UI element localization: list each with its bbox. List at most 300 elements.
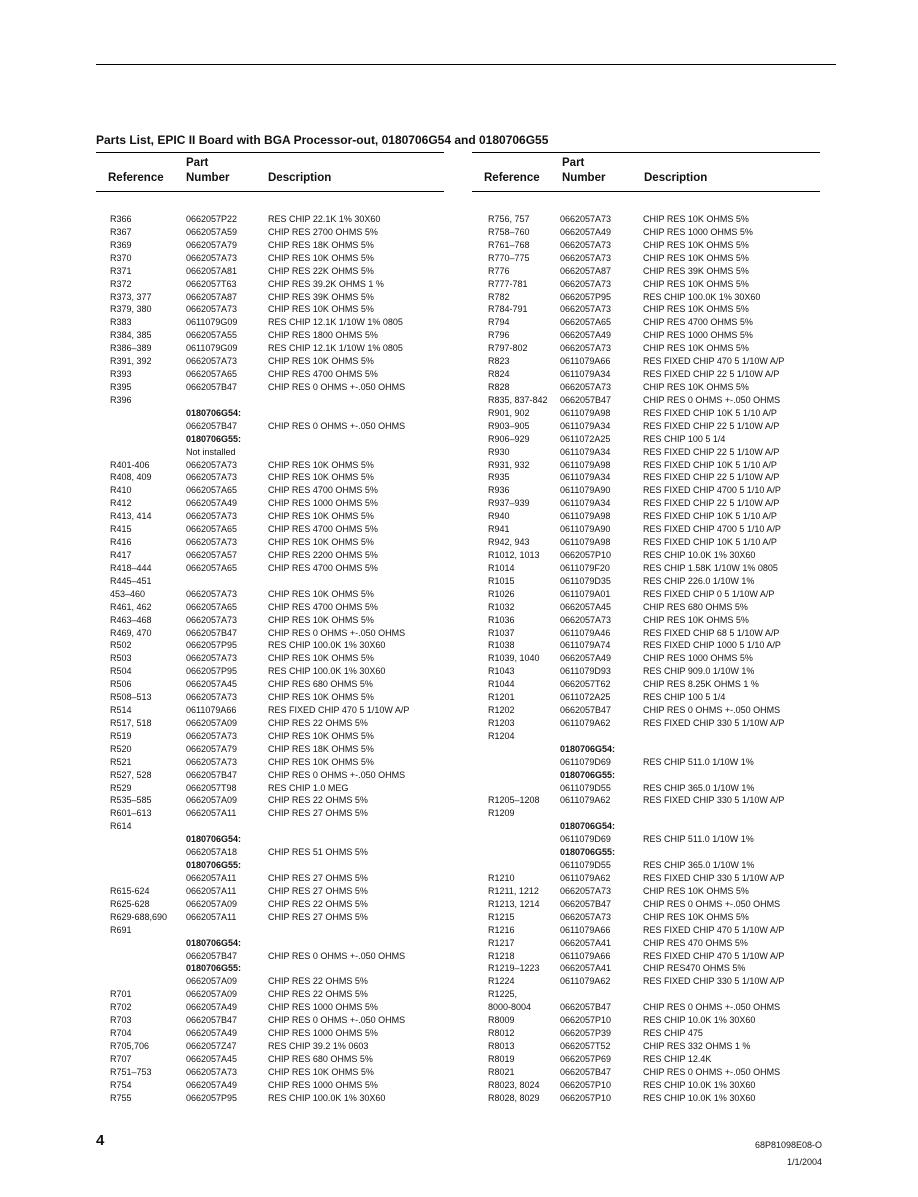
description-cell: RES CHIP 12.1K 1/10W 1% 0805 xyxy=(268,317,403,328)
reference-cell: R770–775 xyxy=(488,252,530,263)
reference-cell: R1032 xyxy=(488,601,515,612)
reference-cell: R704 xyxy=(110,1028,132,1039)
part-number-cell: 0611079A46 xyxy=(560,627,611,638)
table-row xyxy=(96,213,446,226)
reference-cell: R413, 414 xyxy=(110,511,152,522)
description-cell: CHIP RES 10K OHMS 5% xyxy=(268,730,374,741)
number-header: Number xyxy=(562,172,606,184)
table-row xyxy=(96,1066,446,1079)
description-cell: CHIP RES 0 OHMS +-.050 OHMS xyxy=(643,898,781,909)
description-cell: RES CHIP 12.1K 1/10W 1% 0805 xyxy=(268,343,403,354)
part-number-cell: 0662057A49 xyxy=(560,226,612,237)
description-cell: CHIP RES 680 OHMS 5% xyxy=(268,1053,373,1064)
part-number-cell: 0662057A11 xyxy=(186,808,237,819)
description-cell: RES FIXED CHIP 330 5 1/10W A/P xyxy=(643,795,785,806)
part-number-cell: 0662057A73 xyxy=(186,472,238,483)
reference-cell: R1044 xyxy=(488,679,515,690)
right-table-header xyxy=(472,152,820,192)
reference-cell: R1209 xyxy=(488,808,515,819)
description-cell: RES CHIP 100.0K 1% 30X60 xyxy=(268,666,386,677)
part-number-cell: 0662057A73 xyxy=(186,511,238,522)
reference-cell: R383 xyxy=(110,317,132,328)
table-row xyxy=(96,316,446,329)
table-row xyxy=(96,420,446,433)
description-cell: CHIP RES 1000 OHMS 5% xyxy=(268,1079,378,1090)
description-cell: RES CHIP 511.0 1/10W 1% xyxy=(643,834,754,845)
table-row xyxy=(470,510,830,523)
description-cell: CHIP RES 0 OHMS +-.050 OHMS xyxy=(268,950,406,961)
reference-cell: R408, 409 xyxy=(110,472,152,483)
description-cell: RES CHIP 100 5 1/4 xyxy=(643,692,726,703)
reference-cell: R366 xyxy=(110,214,132,224)
table-row xyxy=(96,911,446,924)
reference-cell: R1037 xyxy=(488,627,515,638)
reference-cell: R755 xyxy=(110,1092,132,1103)
part-number-cell: 0611079A34 xyxy=(560,446,611,457)
table-row xyxy=(96,381,446,394)
description-cell: RES CHIP 10.0K 1% 30X60 xyxy=(643,1015,756,1026)
reference-cell: R8023, 8024 xyxy=(488,1079,540,1090)
reference-header: Reference xyxy=(108,172,164,184)
table-row xyxy=(96,239,446,252)
part-number-cell: 0662057A65 xyxy=(186,485,238,496)
table-row xyxy=(470,1001,830,1014)
description-cell: CHIP RES 1000 OHMS 5% xyxy=(268,1002,378,1013)
part-number-cell: 0662057A65 xyxy=(560,317,612,328)
table-row xyxy=(96,678,446,691)
table-row xyxy=(470,420,830,433)
description-cell: CHIP RES 1000 OHMS 5% xyxy=(268,1028,378,1039)
reference-cell: R1210 xyxy=(488,873,515,884)
reference-cell: R508–513 xyxy=(110,692,152,703)
description-cell: RES FIXED CHIP 470 5 1/10W A/P xyxy=(643,950,785,961)
part-number-cell: 0611079A62 xyxy=(560,873,611,884)
part-number-cell: 0662057P95 xyxy=(186,1092,238,1103)
part-number-cell: 0662057P39 xyxy=(560,1028,612,1039)
description-cell: CHIP RES 10K OHMS 5% xyxy=(268,653,374,664)
description-cell: CHIP RES 0 OHMS +-.050 OHMS xyxy=(643,1066,781,1077)
reference-cell: R521 xyxy=(110,756,132,767)
reference-cell: R529 xyxy=(110,782,132,793)
table-row xyxy=(470,549,830,562)
table-row xyxy=(96,769,446,782)
table-row xyxy=(96,665,446,678)
part-number-cell: 0180706G54: xyxy=(186,407,242,418)
reference-cell: R396 xyxy=(110,394,132,405)
reference-cell: R1225, xyxy=(488,989,518,1000)
description-cell: CHIP RES 2700 OHMS 5% xyxy=(268,226,378,237)
part-number-cell: 0662057Z47 xyxy=(186,1041,237,1051)
description-cell: RES FIXED CHIP 1000 5 1/10 A/P xyxy=(643,640,781,651)
reference-cell: R1217 xyxy=(488,937,515,948)
description-cell: CHIP RES 0 OHMS +-.050 OHMS xyxy=(643,705,781,716)
table-row xyxy=(470,278,830,291)
table-row xyxy=(470,988,830,1001)
description-cell: RES CHIP 1.58K 1/10W 1% 0805 xyxy=(643,562,778,573)
reference-cell: R1043 xyxy=(488,666,515,677)
table-row xyxy=(470,756,830,769)
reference-cell: R903–905 xyxy=(488,420,530,431)
part-number-cell: 0662057P10 xyxy=(560,549,612,560)
reference-cell: R8019 xyxy=(488,1053,515,1064)
table-row xyxy=(96,1053,446,1066)
description-cell: CHIP RES 10K OHMS 5% xyxy=(268,472,374,483)
reference-cell: R1216 xyxy=(488,924,515,935)
table-row xyxy=(96,601,446,614)
reference-cell: R702 xyxy=(110,1002,132,1013)
part-number-cell: 0611079F20 xyxy=(560,562,610,573)
doc-number: 68P81098E08-O xyxy=(754,1140,822,1150)
part-number-cell: 0662057P10 xyxy=(560,1079,612,1090)
description-cell: RES FIXED CHIP 10K 5 1/10 A/P xyxy=(643,511,777,522)
description-cell: CHIP RES 10K OHMS 5% xyxy=(268,588,374,599)
part-number-cell: 0662057A41 xyxy=(560,963,612,974)
table-row xyxy=(470,355,830,368)
part-number-cell: 0662057A57 xyxy=(186,549,238,560)
description-cell: RES CHIP 22.1K 1% 30X60 xyxy=(268,214,381,224)
part-number-cell: 0662057P69 xyxy=(560,1053,612,1064)
reference-cell: R1211, 1212 xyxy=(488,885,539,896)
table-row xyxy=(96,471,446,484)
table-row xyxy=(470,627,830,640)
reference-cell: R367 xyxy=(110,226,132,237)
part-number-cell: 0662057A49 xyxy=(186,1002,238,1013)
table-row xyxy=(96,394,446,407)
reference-cell: R601–613 xyxy=(110,808,152,819)
reference-cell: R935 xyxy=(488,472,510,483)
part-number-cell: 0662057A11 xyxy=(186,911,237,922)
part-number-cell: 0662057A81 xyxy=(186,265,238,276)
part-number-cell: 0611079D35 xyxy=(560,575,611,586)
description-cell: RES CHIP 10.0K 1% 30X60 xyxy=(643,1092,756,1103)
description-cell: CHIP RES 4700 OHMS 5% xyxy=(643,317,753,328)
reference-cell: 8000-8004 xyxy=(488,1002,532,1013)
part-number-cell: 0662057T52 xyxy=(560,1041,611,1051)
footer xyxy=(755,1137,822,1171)
description-cell: RES FIXED CHIP 22 5 1/10W A/P xyxy=(643,472,780,483)
part-number-cell: 0662057B47 xyxy=(560,1002,612,1013)
reference-cell: R828 xyxy=(488,381,510,392)
right-parts-list xyxy=(470,213,830,1105)
table-row xyxy=(96,1079,446,1092)
table-row xyxy=(470,471,830,484)
part-number-cell: 0662057A49 xyxy=(560,330,612,341)
part-number-cell: 0611079A66 xyxy=(186,705,237,716)
reference-cell: R754 xyxy=(110,1079,132,1090)
reference-cell: R461, 462 xyxy=(110,601,152,612)
reference-cell: R629-688,690 xyxy=(110,911,168,922)
description-cell: RES CHIP 909.0 1/10W 1% xyxy=(643,666,755,677)
reference-cell: R1202 xyxy=(488,705,515,716)
table-row xyxy=(96,885,446,898)
table-row xyxy=(96,446,446,459)
description-cell: RES CHIP 10.0K 1% 30X60 xyxy=(643,549,756,560)
reference-cell: R1219–1223 xyxy=(488,963,540,974)
part-number-cell: 0611079G09 xyxy=(186,317,238,328)
description-cell: CHIP RES 4700 OHMS 5% xyxy=(268,369,378,380)
description-cell: CHIP RES 22 OHMS 5% xyxy=(268,898,368,909)
reference-cell: R504 xyxy=(110,666,132,677)
table-row xyxy=(470,484,830,497)
part-number-cell: 0662057A73 xyxy=(560,278,612,289)
description-cell: RES FIXED CHIP 330 5 1/10W A/P xyxy=(643,717,785,728)
reference-cell: R614 xyxy=(110,821,132,832)
table-row xyxy=(96,1027,446,1040)
description-cell: CHIP RES 27 OHMS 5% xyxy=(268,885,368,896)
left-table-header xyxy=(96,152,444,192)
table-row xyxy=(96,652,446,665)
description-cell: RES FIXED CHIP 22 5 1/10W A/P xyxy=(643,420,780,431)
description-cell: CHIP RES470 OHMS 5% xyxy=(643,963,746,974)
reference-cell: R369 xyxy=(110,239,132,250)
description-cell: CHIP RES 10K OHMS 5% xyxy=(643,885,749,896)
description-cell: RES CHIP 1.0 MEG xyxy=(268,782,349,793)
table-row xyxy=(470,329,830,342)
description-cell: CHIP RES 4700 OHMS 5% xyxy=(268,601,378,612)
description-cell: RES FIXED CHIP 330 5 1/10W A/P xyxy=(643,873,785,884)
description-cell: RES CHIP 10.0K 1% 30X60 xyxy=(643,1079,756,1090)
table-row xyxy=(96,497,446,510)
reference-cell: R1218 xyxy=(488,950,515,961)
table-row xyxy=(96,717,446,730)
part-number-cell: 0611079D55 xyxy=(560,860,611,871)
table-row xyxy=(470,1066,830,1079)
part-number-cell: 0662057A73 xyxy=(186,614,238,625)
reference-cell: R415 xyxy=(110,524,132,535)
description-cell: CHIP RES 470 OHMS 5% xyxy=(643,937,748,948)
reference-cell: 453–460 xyxy=(110,588,146,599)
part-number-cell: 0611079A98 xyxy=(560,537,611,548)
part-number-cell: 0611072A25 xyxy=(560,433,611,444)
table-row xyxy=(470,394,830,407)
table-row xyxy=(96,833,446,846)
reference-cell: R940 xyxy=(488,511,510,522)
part-number-cell: 0662057A73 xyxy=(560,239,612,250)
reference-cell: R502 xyxy=(110,640,132,651)
description-cell: CHIP RES 22 OHMS 5% xyxy=(268,989,368,1000)
description-cell: RES CHIP 100.0K 1% 30X60 xyxy=(268,1092,386,1103)
reference-cell: R901, 902 xyxy=(488,407,530,418)
table-row xyxy=(470,743,830,756)
reference-cell: R691 xyxy=(110,924,132,935)
table-row xyxy=(470,252,830,265)
reference-cell: R373, 377 xyxy=(110,291,152,302)
part-number-cell: 0662057B47 xyxy=(186,1015,238,1026)
description-cell: RES FIXED CHIP 22 5 1/10W A/P xyxy=(643,369,780,380)
table-row xyxy=(470,1040,830,1053)
reference-cell: R384, 385 xyxy=(110,330,152,341)
description-cell: CHIP RES 10K OHMS 5% xyxy=(643,343,749,354)
reference-cell: R941 xyxy=(488,524,510,535)
part-number-cell: 0180706G55: xyxy=(186,860,242,871)
part-number-cell: 0662057A73 xyxy=(186,304,238,315)
description-cell: RES FIXED CHIP 68 5 1/10W A/P xyxy=(643,627,780,638)
table-row xyxy=(470,833,830,846)
description-cell: CHIP RES 4700 OHMS 5% xyxy=(268,562,378,573)
table-row xyxy=(470,820,830,833)
description-cell: CHIP RES 0 OHMS +-.050 OHMS xyxy=(268,769,406,780)
table-row xyxy=(96,1092,446,1105)
part-number-cell: 0662057A49 xyxy=(560,653,612,664)
part-number-cell: 0662057B47 xyxy=(186,950,238,961)
reference-cell: R942, 943 xyxy=(488,537,530,548)
table-row xyxy=(470,1079,830,1092)
description-cell: CHIP RES 680 OHMS 5% xyxy=(643,601,748,612)
part-number-cell: 0611072A25 xyxy=(560,692,611,703)
part-header: Part xyxy=(186,157,209,169)
table-row xyxy=(470,717,830,730)
reference-cell: R393 xyxy=(110,369,132,380)
description-cell: RES FIXED CHIP 22 5 1/10W A/P xyxy=(643,446,780,457)
description-cell: CHIP RES 51 OHMS 5% xyxy=(268,847,368,858)
part-number-cell: 0662057B47 xyxy=(560,1066,612,1077)
table-row xyxy=(470,381,830,394)
description-cell: RES FIXED CHIP 330 5 1/10W A/P xyxy=(643,976,785,987)
part-number-cell: 0611079D69 xyxy=(560,756,611,767)
description-cell: CHIP RES 39.2K OHMS 1 % xyxy=(268,278,384,289)
description-cell: CHIP RES 1000 OHMS 5% xyxy=(643,330,753,341)
table-row xyxy=(96,278,446,291)
reference-cell: R782 xyxy=(488,291,510,302)
part-number-cell: 0611079A98 xyxy=(560,407,611,418)
description-cell: CHIP RES 332 OHMS 1 % xyxy=(643,1041,751,1051)
table-row xyxy=(470,962,830,975)
description-cell: CHIP RES 22 OHMS 5% xyxy=(268,795,368,806)
part-number-cell: 0180706G55: xyxy=(560,769,616,780)
reference-cell: R930 xyxy=(488,446,510,457)
table-row xyxy=(470,782,830,795)
part-number-cell: 0662057B47 xyxy=(186,627,238,638)
part-number-cell: 0611079G09 xyxy=(186,343,238,354)
part-number-cell: 0662057P95 xyxy=(560,291,612,302)
reference-cell: R370 xyxy=(110,252,132,263)
table-row xyxy=(470,407,830,420)
part-number-cell: 0180706G54: xyxy=(560,743,616,754)
part-number-cell: 0662057B47 xyxy=(186,381,238,392)
reference-cell: R1026 xyxy=(488,588,515,599)
reference-cell: R8009 xyxy=(488,1015,515,1026)
part-number-cell: 0662057A73 xyxy=(186,356,238,367)
description-cell: CHIP RES 0 OHMS +-.050 OHMS xyxy=(643,394,781,405)
part-number-cell: 0611079A34 xyxy=(560,369,611,380)
reference-cell: R784-791 xyxy=(488,304,528,315)
part-number-cell: 0662057A65 xyxy=(186,369,238,380)
reference-cell: R412 xyxy=(110,498,132,509)
table-row xyxy=(96,639,446,652)
reference-cell: R701 xyxy=(110,989,132,1000)
part-number-cell: 0662057A73 xyxy=(560,911,612,922)
table-row xyxy=(96,329,446,342)
description-cell: CHIP RES 10K OHMS 5% xyxy=(268,356,374,367)
description-cell: CHIP RES 10K OHMS 5% xyxy=(643,214,749,224)
description-cell: CHIP RES 8.25K OHMS 1 % xyxy=(643,679,759,690)
part-number-cell: 0611079A34 xyxy=(560,472,611,483)
description-cell: RES FIXED CHIP 10K 5 1/10 A/P xyxy=(643,537,777,548)
part-number-cell: 0662057A65 xyxy=(186,601,238,612)
part-number-cell: 0611079D69 xyxy=(560,834,611,845)
part-number-cell: 0611079A34 xyxy=(560,420,611,431)
part-number-cell: 0180706G54: xyxy=(186,834,242,845)
table-row xyxy=(96,523,446,536)
reference-cell: R418–444 xyxy=(110,562,152,573)
reference-cell: R372 xyxy=(110,278,132,289)
part-number-cell: 0662057A73 xyxy=(186,588,238,599)
table-row xyxy=(96,459,446,472)
part-number-cell: 0662057P10 xyxy=(560,1092,612,1103)
description-cell: CHIP RES 1000 OHMS 5% xyxy=(643,226,753,237)
reference-cell: R514 xyxy=(110,705,132,716)
description-cell: RES FIXED CHIP 10K 5 1/10 A/P xyxy=(643,459,777,470)
reference-cell: R936 xyxy=(488,485,510,496)
description-cell: RES FIXED CHIP 22 5 1/10W A/P xyxy=(643,498,780,509)
reference-cell: R761–768 xyxy=(488,239,530,250)
reference-cell: R527, 528 xyxy=(110,769,152,780)
description-cell: CHIP RES 18K OHMS 5% xyxy=(268,743,374,754)
reference-cell: R1038 xyxy=(488,640,515,651)
reference-cell: R445–451 xyxy=(110,575,152,586)
table-row xyxy=(96,924,446,937)
reference-cell: R463–468 xyxy=(110,614,152,625)
number-header: Number xyxy=(186,172,230,184)
reference-cell: R517, 518 xyxy=(110,717,152,728)
reference-cell: R1203 xyxy=(488,717,515,728)
reference-cell: R906–929 xyxy=(488,433,530,444)
part-number-cell: 0611079D55 xyxy=(560,782,611,793)
table-row xyxy=(96,1040,446,1053)
part-number-cell: 0611079A66 xyxy=(560,950,611,961)
part-number-cell: 0662057A49 xyxy=(186,1079,238,1090)
description-cell: CHIP RES 10K OHMS 5% xyxy=(268,1066,374,1077)
part-number-cell: 0662057A79 xyxy=(186,239,238,250)
table-row xyxy=(470,536,830,549)
description-cell: RES CHIP 100 5 1/4 xyxy=(643,433,726,444)
reference-cell: R756, 757 xyxy=(488,214,530,224)
part-number-cell: 0662057A73 xyxy=(560,381,612,392)
description-cell: CHIP RES 1000 OHMS 5% xyxy=(643,653,753,664)
table-row xyxy=(96,794,446,807)
reference-cell: R519 xyxy=(110,730,132,741)
description-cell: CHIP RES 680 OHMS 5% xyxy=(268,679,373,690)
part-number-cell: 0611079A66 xyxy=(560,924,611,935)
table-row xyxy=(470,859,830,872)
table-row xyxy=(96,859,446,872)
table-row xyxy=(96,704,446,717)
description-cell: CHIP RES 10K OHMS 5% xyxy=(643,252,749,263)
part-number-cell: 0662057A09 xyxy=(186,989,238,1000)
part-number-cell: 0611079A62 xyxy=(560,795,611,806)
table-row xyxy=(470,652,830,665)
part-number-cell: 0662057A73 xyxy=(560,614,612,625)
description-cell: CHIP RES 22 OHMS 5% xyxy=(268,717,368,728)
part-number-cell: 0611079A62 xyxy=(560,717,611,728)
table-row xyxy=(470,1027,830,1040)
part-number-cell: 0662057A73 xyxy=(186,756,238,767)
page-number: 4 xyxy=(96,1132,105,1149)
part-number-cell: 0662057A73 xyxy=(186,1066,238,1077)
reference-cell: R937–939 xyxy=(488,498,530,509)
part-number-cell: 0662057A73 xyxy=(186,730,238,741)
part-number-cell: 0611079A74 xyxy=(560,640,611,651)
part-number-cell: 0662057A09 xyxy=(186,898,238,909)
table-row xyxy=(96,627,446,640)
table-row xyxy=(96,226,446,239)
part-number-cell: 0662057A73 xyxy=(186,692,238,703)
reference-cell: R823 xyxy=(488,356,510,367)
description-cell: RES CHIP 100.0K 1% 30X60 xyxy=(643,291,761,302)
reference-cell: R796 xyxy=(488,330,510,341)
description-cell: CHIP RES 27 OHMS 5% xyxy=(268,911,368,922)
reference-cell: R1201 xyxy=(488,692,515,703)
